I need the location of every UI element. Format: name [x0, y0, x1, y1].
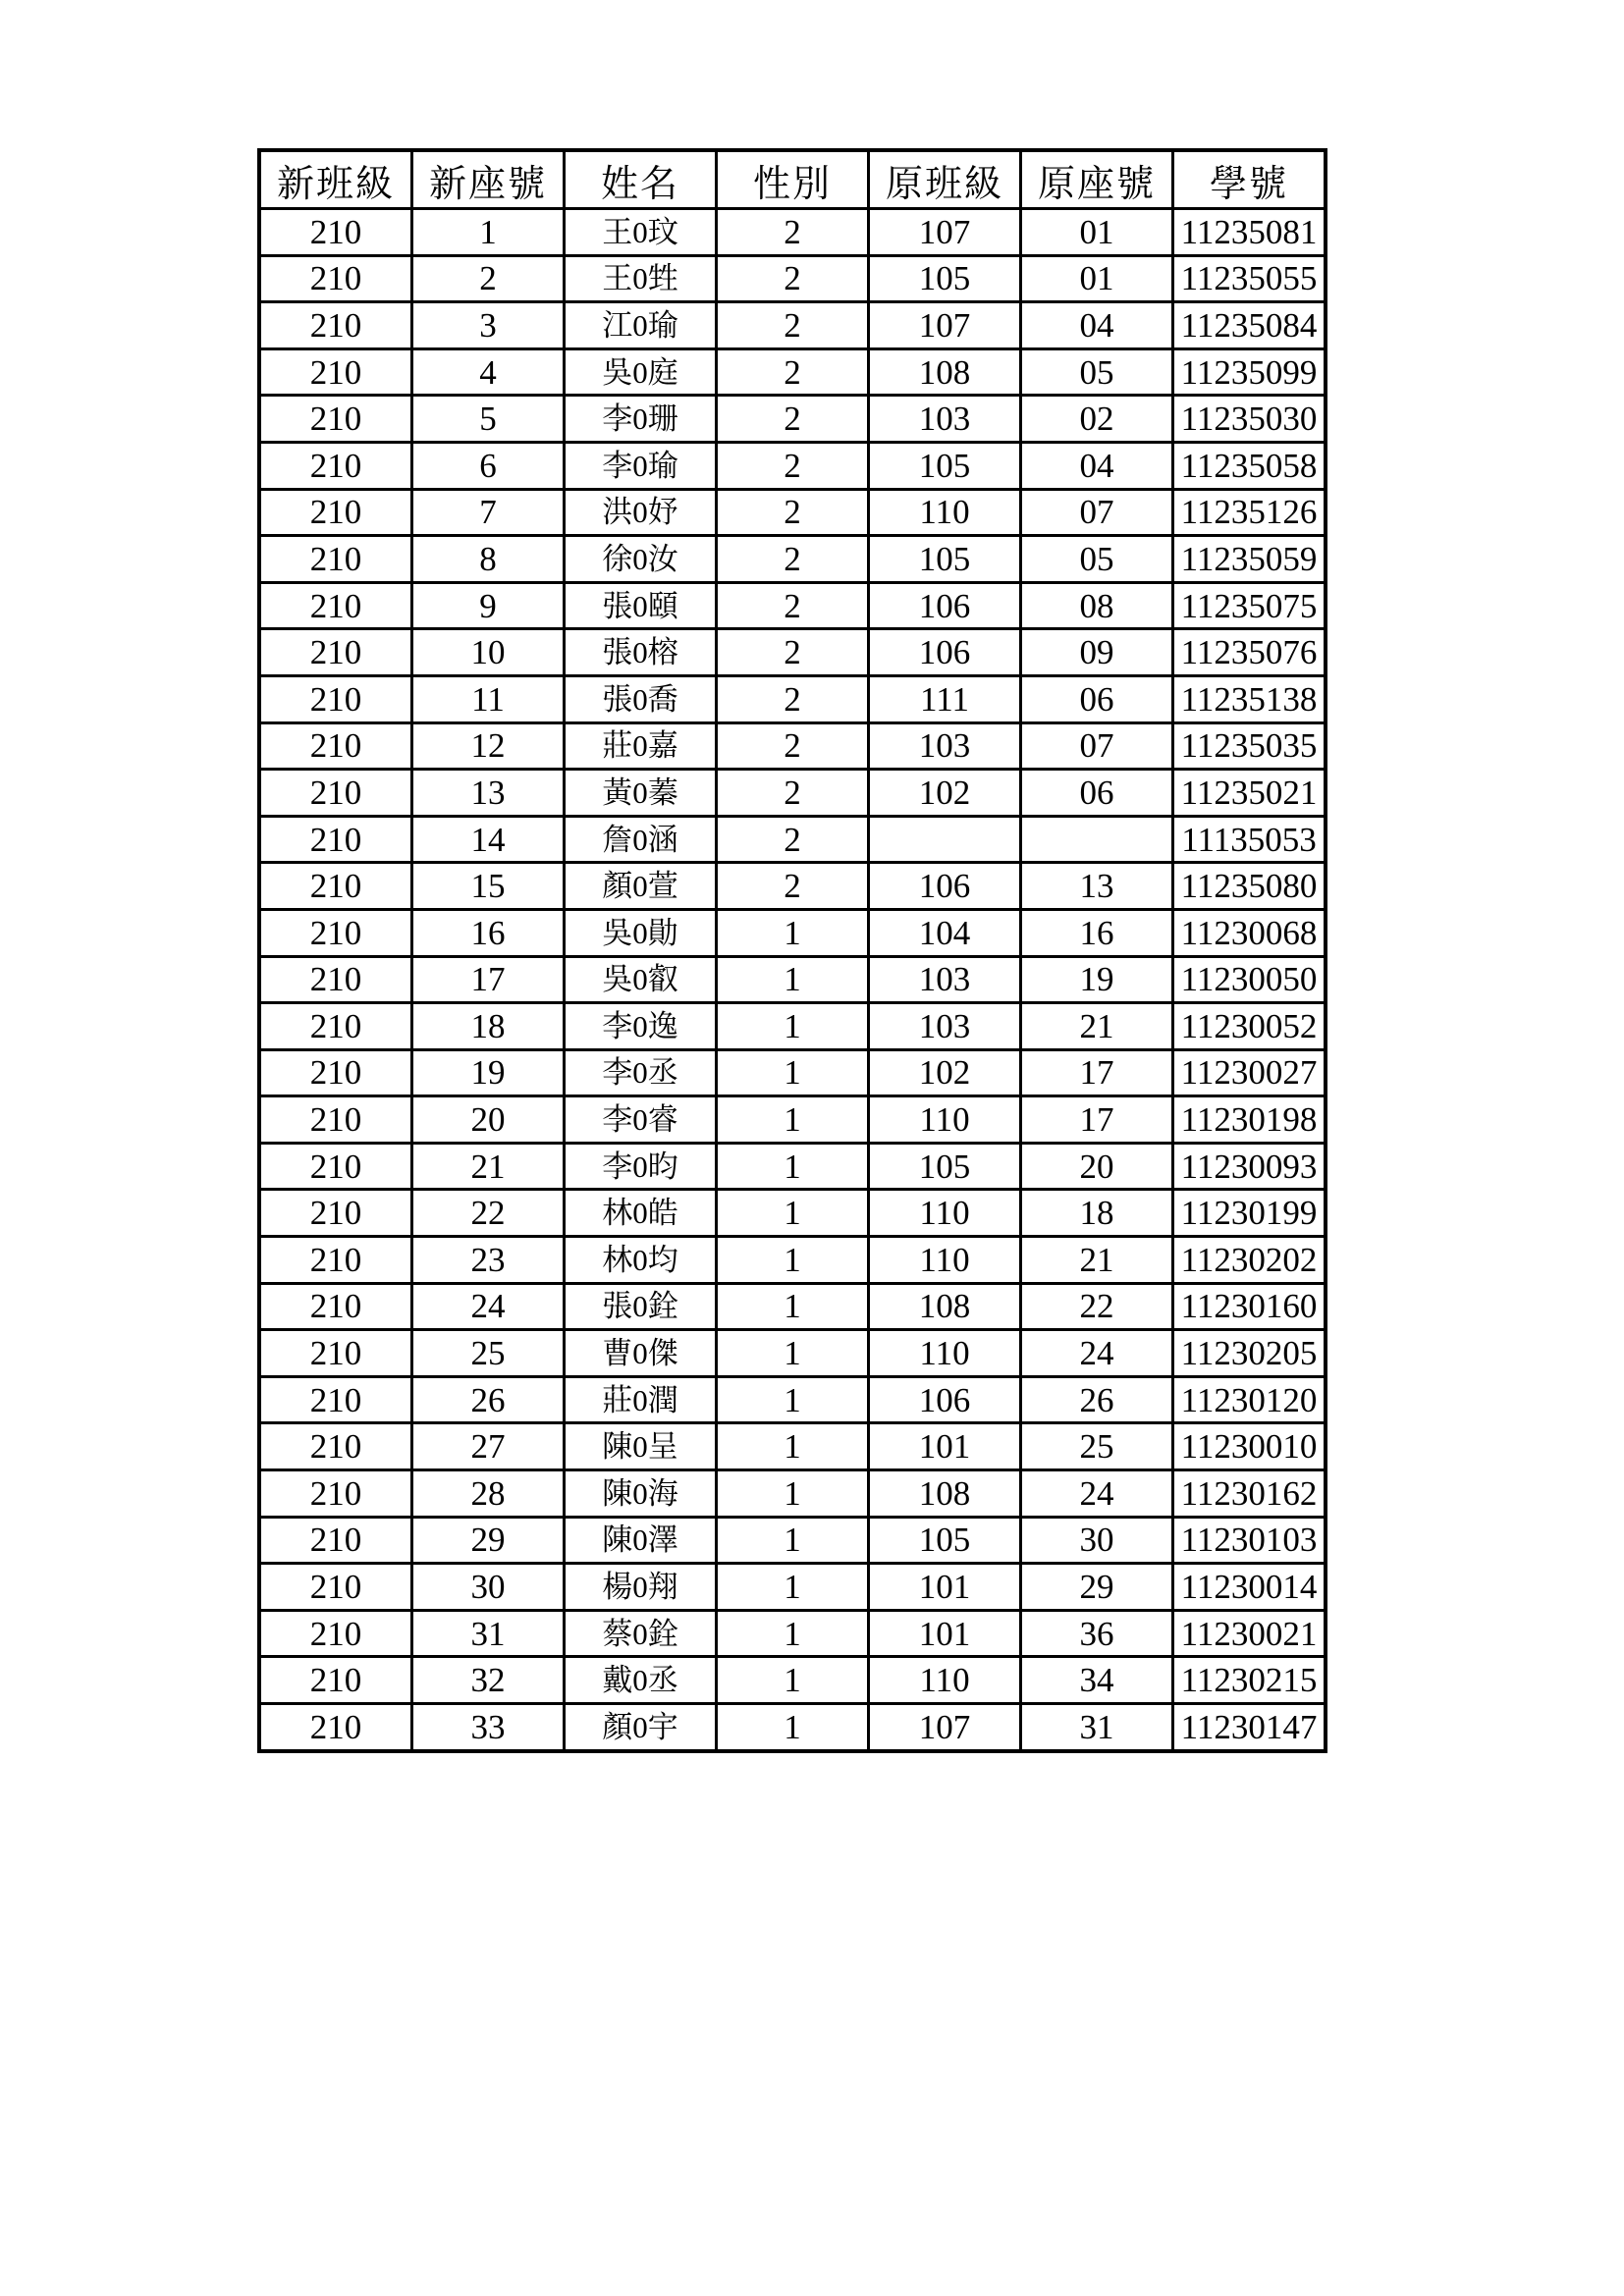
cell-new-seat: 18 [412, 1003, 565, 1050]
table-row [259, 1330, 1326, 1377]
cell-original-class: 102 [869, 1049, 1021, 1096]
header-student-id: 學號 [1173, 150, 1326, 209]
cell-new-seat: 29 [412, 1517, 565, 1564]
cell-original-seat: 05 [1021, 536, 1173, 583]
cell-original-class: 108 [869, 1470, 1021, 1518]
cell-original-seat: 07 [1021, 722, 1173, 770]
cell-original-seat: 24 [1021, 1330, 1173, 1377]
cell-student-id: 11230021 [1173, 1610, 1326, 1657]
cell-original-class: 102 [869, 770, 1021, 817]
cell-student-id: 11230205 [1173, 1330, 1326, 1377]
roster-body [259, 209, 1326, 1751]
cell-name: 蔡0銓 [565, 1610, 717, 1657]
header-original-class: 原班級 [869, 150, 1021, 209]
cell-gender: 2 [717, 722, 869, 770]
cell-new-class: 210 [259, 629, 412, 676]
cell-new-seat: 5 [412, 396, 565, 443]
cell-student-id: 11235081 [1173, 209, 1326, 256]
cell-original-seat: 26 [1021, 1376, 1173, 1423]
class-roster-table [257, 148, 1327, 1753]
cell-original-class: 110 [869, 489, 1021, 536]
cell-new-seat: 10 [412, 629, 565, 676]
header-name: 姓名 [565, 150, 717, 209]
table-row [259, 629, 1326, 676]
cell-new-seat: 30 [412, 1564, 565, 1611]
cell-gender: 1 [717, 1190, 869, 1237]
cell-original-class: 106 [869, 1376, 1021, 1423]
cell-gender: 1 [717, 1376, 869, 1423]
cell-student-id: 11235075 [1173, 582, 1326, 629]
table-row [259, 1283, 1326, 1330]
table-row [259, 1143, 1326, 1190]
cell-new-class: 210 [259, 1564, 412, 1611]
cell-gender: 1 [717, 1003, 869, 1050]
table-row [259, 489, 1326, 536]
cell-gender: 2 [717, 348, 869, 396]
table-row [259, 582, 1326, 629]
cell-new-seat: 14 [412, 816, 565, 863]
cell-original-class: 106 [869, 582, 1021, 629]
cell-new-seat: 11 [412, 675, 565, 722]
cell-original-class [869, 816, 1021, 863]
cell-gender: 1 [717, 1049, 869, 1096]
cell-original-class: 103 [869, 1003, 1021, 1050]
cell-original-class: 104 [869, 909, 1021, 956]
cell-original-seat: 05 [1021, 348, 1173, 396]
cell-new-class: 210 [259, 1003, 412, 1050]
cell-gender: 2 [717, 255, 869, 302]
cell-name: 陳0呈 [565, 1423, 717, 1470]
cell-original-seat: 31 [1021, 1704, 1173, 1751]
cell-gender: 1 [717, 1143, 869, 1190]
cell-new-seat: 27 [412, 1423, 565, 1470]
table-row [259, 770, 1326, 817]
cell-original-class: 111 [869, 675, 1021, 722]
cell-new-class: 210 [259, 1283, 412, 1330]
cell-new-class: 210 [259, 863, 412, 910]
cell-original-class: 101 [869, 1423, 1021, 1470]
cell-student-id: 11230162 [1173, 1470, 1326, 1518]
cell-name: 吳0叡 [565, 956, 717, 1003]
table-row [259, 1190, 1326, 1237]
cell-gender: 1 [717, 1564, 869, 1611]
cell-new-class: 210 [259, 1096, 412, 1144]
cell-name: 徐0汝 [565, 536, 717, 583]
cell-student-id: 11235055 [1173, 255, 1326, 302]
cell-student-id: 11230103 [1173, 1517, 1326, 1564]
table-row [259, 722, 1326, 770]
cell-gender: 1 [717, 1096, 869, 1144]
cell-original-seat: 21 [1021, 1237, 1173, 1284]
cell-new-seat: 13 [412, 770, 565, 817]
cell-new-class: 210 [259, 489, 412, 536]
cell-original-seat: 17 [1021, 1049, 1173, 1096]
cell-original-seat: 36 [1021, 1610, 1173, 1657]
cell-original-seat: 24 [1021, 1470, 1173, 1518]
cell-new-class: 210 [259, 909, 412, 956]
cell-original-seat [1021, 816, 1173, 863]
table-row [259, 1096, 1326, 1144]
cell-name: 洪0妤 [565, 489, 717, 536]
cell-new-class: 210 [259, 1423, 412, 1470]
cell-gender: 1 [717, 1283, 869, 1330]
cell-student-id: 11230215 [1173, 1657, 1326, 1704]
cell-original-seat: 01 [1021, 209, 1173, 256]
cell-student-id: 11230147 [1173, 1704, 1326, 1751]
cell-new-seat: 19 [412, 1049, 565, 1096]
cell-original-seat: 20 [1021, 1143, 1173, 1190]
cell-original-class: 101 [869, 1564, 1021, 1611]
cell-gender: 2 [717, 536, 869, 583]
cell-gender: 2 [717, 629, 869, 676]
header-new-class: 新班級 [259, 150, 412, 209]
cell-name: 張0榕 [565, 629, 717, 676]
cell-new-class: 210 [259, 1049, 412, 1096]
cell-name: 陳0海 [565, 1470, 717, 1518]
cell-new-class: 210 [259, 956, 412, 1003]
cell-new-class: 210 [259, 1190, 412, 1237]
cell-original-class: 110 [869, 1096, 1021, 1144]
cell-gender: 1 [717, 1330, 869, 1377]
cell-gender: 1 [717, 1423, 869, 1470]
cell-original-seat: 09 [1021, 629, 1173, 676]
cell-gender: 1 [717, 1610, 869, 1657]
table-row [259, 863, 1326, 910]
cell-original-seat: 13 [1021, 863, 1173, 910]
cell-original-class: 108 [869, 348, 1021, 396]
cell-new-seat: 7 [412, 489, 565, 536]
table-row [259, 348, 1326, 396]
cell-gender: 2 [717, 816, 869, 863]
cell-name: 張0喬 [565, 675, 717, 722]
cell-gender: 1 [717, 909, 869, 956]
cell-new-seat: 26 [412, 1376, 565, 1423]
cell-original-seat: 30 [1021, 1517, 1173, 1564]
cell-student-id: 11230093 [1173, 1143, 1326, 1190]
cell-original-seat: 01 [1021, 255, 1173, 302]
cell-original-class: 105 [869, 1143, 1021, 1190]
cell-new-class: 210 [259, 255, 412, 302]
cell-student-id: 11230198 [1173, 1096, 1326, 1144]
cell-original-class: 110 [869, 1657, 1021, 1704]
table-row [259, 1049, 1326, 1096]
cell-new-class: 210 [259, 302, 412, 349]
cell-new-class: 210 [259, 348, 412, 396]
cell-new-seat: 17 [412, 956, 565, 1003]
cell-name: 詹0涵 [565, 816, 717, 863]
cell-gender: 2 [717, 302, 869, 349]
cell-student-id: 11230052 [1173, 1003, 1326, 1050]
cell-name: 李0瑜 [565, 442, 717, 489]
cell-original-seat: 17 [1021, 1096, 1173, 1144]
cell-new-seat: 28 [412, 1470, 565, 1518]
cell-name: 楊0翔 [565, 1564, 717, 1611]
cell-new-class: 210 [259, 1517, 412, 1564]
cell-original-class: 110 [869, 1190, 1021, 1237]
cell-original-class: 110 [869, 1330, 1021, 1377]
cell-student-id: 11235084 [1173, 302, 1326, 349]
cell-name: 林0均 [565, 1237, 717, 1284]
cell-original-seat: 04 [1021, 442, 1173, 489]
cell-student-id: 11235058 [1173, 442, 1326, 489]
cell-new-class: 210 [259, 1704, 412, 1751]
cell-name: 李0逸 [565, 1003, 717, 1050]
table-row [259, 675, 1326, 722]
cell-name: 陳0澤 [565, 1517, 717, 1564]
table-row [259, 1376, 1326, 1423]
cell-new-seat: 32 [412, 1657, 565, 1704]
cell-original-class: 103 [869, 722, 1021, 770]
cell-student-id: 11230202 [1173, 1237, 1326, 1284]
cell-new-seat: 8 [412, 536, 565, 583]
table-row [259, 1237, 1326, 1284]
table-row [259, 255, 1326, 302]
table-row [259, 302, 1326, 349]
cell-new-seat: 3 [412, 302, 565, 349]
cell-name: 張0頤 [565, 582, 717, 629]
cell-new-seat: 16 [412, 909, 565, 956]
table-row [259, 1003, 1326, 1050]
cell-original-seat: 08 [1021, 582, 1173, 629]
cell-new-class: 210 [259, 1330, 412, 1377]
header-row [259, 150, 1326, 209]
cell-new-seat: 33 [412, 1704, 565, 1751]
cell-new-seat: 22 [412, 1190, 565, 1237]
cell-new-seat: 20 [412, 1096, 565, 1144]
cell-gender: 1 [717, 1470, 869, 1518]
cell-original-seat: 19 [1021, 956, 1173, 1003]
cell-new-seat: 24 [412, 1283, 565, 1330]
cell-new-class: 210 [259, 1143, 412, 1190]
cell-student-id: 11230160 [1173, 1283, 1326, 1330]
cell-new-class: 210 [259, 1610, 412, 1657]
cell-original-class: 108 [869, 1283, 1021, 1330]
cell-new-class: 210 [259, 1376, 412, 1423]
cell-name: 顏0宇 [565, 1704, 717, 1751]
cell-original-seat: 34 [1021, 1657, 1173, 1704]
cell-original-seat: 06 [1021, 770, 1173, 817]
cell-new-class: 210 [259, 675, 412, 722]
cell-new-seat: 15 [412, 863, 565, 910]
cell-name: 曹0傑 [565, 1330, 717, 1377]
cell-name: 莊0嘉 [565, 722, 717, 770]
cell-new-seat: 2 [412, 255, 565, 302]
cell-original-class: 107 [869, 1704, 1021, 1751]
cell-gender: 1 [717, 1237, 869, 1284]
cell-original-class: 101 [869, 1610, 1021, 1657]
cell-gender: 2 [717, 396, 869, 443]
cell-gender: 2 [717, 675, 869, 722]
cell-original-class: 106 [869, 629, 1021, 676]
table-row [259, 1657, 1326, 1704]
cell-new-class: 210 [259, 722, 412, 770]
cell-student-id: 11235138 [1173, 675, 1326, 722]
table-row [259, 209, 1326, 256]
cell-name: 戴0丞 [565, 1657, 717, 1704]
cell-new-class: 210 [259, 1237, 412, 1284]
table-row [259, 956, 1326, 1003]
cell-name: 黃0蓁 [565, 770, 717, 817]
cell-original-class: 107 [869, 209, 1021, 256]
cell-name: 林0皓 [565, 1190, 717, 1237]
cell-original-class: 105 [869, 1517, 1021, 1564]
cell-new-seat: 31 [412, 1610, 565, 1657]
cell-student-id: 11235035 [1173, 722, 1326, 770]
table-row [259, 536, 1326, 583]
cell-name: 王0甡 [565, 255, 717, 302]
cell-original-seat: 04 [1021, 302, 1173, 349]
cell-gender: 1 [717, 1657, 869, 1704]
cell-student-id: 11135053 [1173, 816, 1326, 863]
cell-name: 李0昀 [565, 1143, 717, 1190]
table-row [259, 442, 1326, 489]
cell-original-class: 103 [869, 956, 1021, 1003]
cell-new-seat: 4 [412, 348, 565, 396]
cell-gender: 2 [717, 209, 869, 256]
cell-student-id: 11230199 [1173, 1190, 1326, 1237]
cell-student-id: 11235099 [1173, 348, 1326, 396]
cell-new-seat: 25 [412, 1330, 565, 1377]
cell-name: 江0瑜 [565, 302, 717, 349]
cell-original-seat: 02 [1021, 396, 1173, 443]
cell-name: 張0銓 [565, 1283, 717, 1330]
cell-original-seat: 25 [1021, 1423, 1173, 1470]
cell-new-seat: 12 [412, 722, 565, 770]
cell-gender: 2 [717, 863, 869, 910]
table-row [259, 396, 1326, 443]
cell-new-class: 210 [259, 1470, 412, 1518]
cell-student-id: 11235076 [1173, 629, 1326, 676]
cell-original-class: 105 [869, 536, 1021, 583]
cell-name: 李0丞 [565, 1049, 717, 1096]
cell-new-class: 210 [259, 209, 412, 256]
cell-student-id: 11230050 [1173, 956, 1326, 1003]
cell-gender: 2 [717, 582, 869, 629]
table-row [259, 1423, 1326, 1470]
cell-gender: 1 [717, 1704, 869, 1751]
cell-new-class: 210 [259, 770, 412, 817]
cell-new-class: 210 [259, 816, 412, 863]
table-row [259, 1564, 1326, 1611]
cell-original-class: 103 [869, 396, 1021, 443]
cell-name: 李0珊 [565, 396, 717, 443]
cell-new-class: 210 [259, 582, 412, 629]
cell-student-id: 11230120 [1173, 1376, 1326, 1423]
header-gender: 性別 [717, 150, 869, 209]
cell-student-id: 11235126 [1173, 489, 1326, 536]
cell-new-class: 210 [259, 442, 412, 489]
cell-student-id: 11235059 [1173, 536, 1326, 583]
cell-gender: 2 [717, 442, 869, 489]
cell-student-id: 11235080 [1173, 863, 1326, 910]
cell-original-seat: 21 [1021, 1003, 1173, 1050]
cell-gender: 2 [717, 489, 869, 536]
cell-new-class: 210 [259, 536, 412, 583]
cell-new-seat: 6 [412, 442, 565, 489]
table-row [259, 1517, 1326, 1564]
table-row [259, 1610, 1326, 1657]
cell-original-seat: 22 [1021, 1283, 1173, 1330]
cell-original-seat: 06 [1021, 675, 1173, 722]
header-new-seat: 新座號 [412, 150, 565, 209]
cell-original-seat: 18 [1021, 1190, 1173, 1237]
cell-original-class: 110 [869, 1237, 1021, 1284]
cell-new-seat: 1 [412, 209, 565, 256]
cell-student-id: 11230027 [1173, 1049, 1326, 1096]
cell-gender: 1 [717, 1517, 869, 1564]
cell-original-class: 106 [869, 863, 1021, 910]
cell-gender: 2 [717, 770, 869, 817]
table-row [259, 816, 1326, 863]
cell-original-class: 105 [869, 442, 1021, 489]
table-row [259, 1704, 1326, 1751]
cell-name: 吳0庭 [565, 348, 717, 396]
cell-new-seat: 21 [412, 1143, 565, 1190]
cell-new-class: 210 [259, 1657, 412, 1704]
cell-student-id: 11230010 [1173, 1423, 1326, 1470]
cell-student-id: 11235030 [1173, 396, 1326, 443]
cell-original-seat: 07 [1021, 489, 1173, 536]
cell-original-seat: 16 [1021, 909, 1173, 956]
cell-student-id: 11235021 [1173, 770, 1326, 817]
cell-name: 王0玟 [565, 209, 717, 256]
cell-gender: 1 [717, 956, 869, 1003]
cell-new-seat: 9 [412, 582, 565, 629]
cell-new-seat: 23 [412, 1237, 565, 1284]
cell-name: 莊0潤 [565, 1376, 717, 1423]
table-row [259, 1470, 1326, 1518]
cell-new-class: 210 [259, 396, 412, 443]
cell-student-id: 11230014 [1173, 1564, 1326, 1611]
cell-original-seat: 29 [1021, 1564, 1173, 1611]
cell-original-class: 105 [869, 255, 1021, 302]
cell-name: 李0睿 [565, 1096, 717, 1144]
cell-student-id: 11230068 [1173, 909, 1326, 956]
table-row [259, 909, 1326, 956]
cell-original-class: 107 [869, 302, 1021, 349]
cell-name: 顏0萱 [565, 863, 717, 910]
header-original-seat: 原座號 [1021, 150, 1173, 209]
cell-name: 吳0勛 [565, 909, 717, 956]
